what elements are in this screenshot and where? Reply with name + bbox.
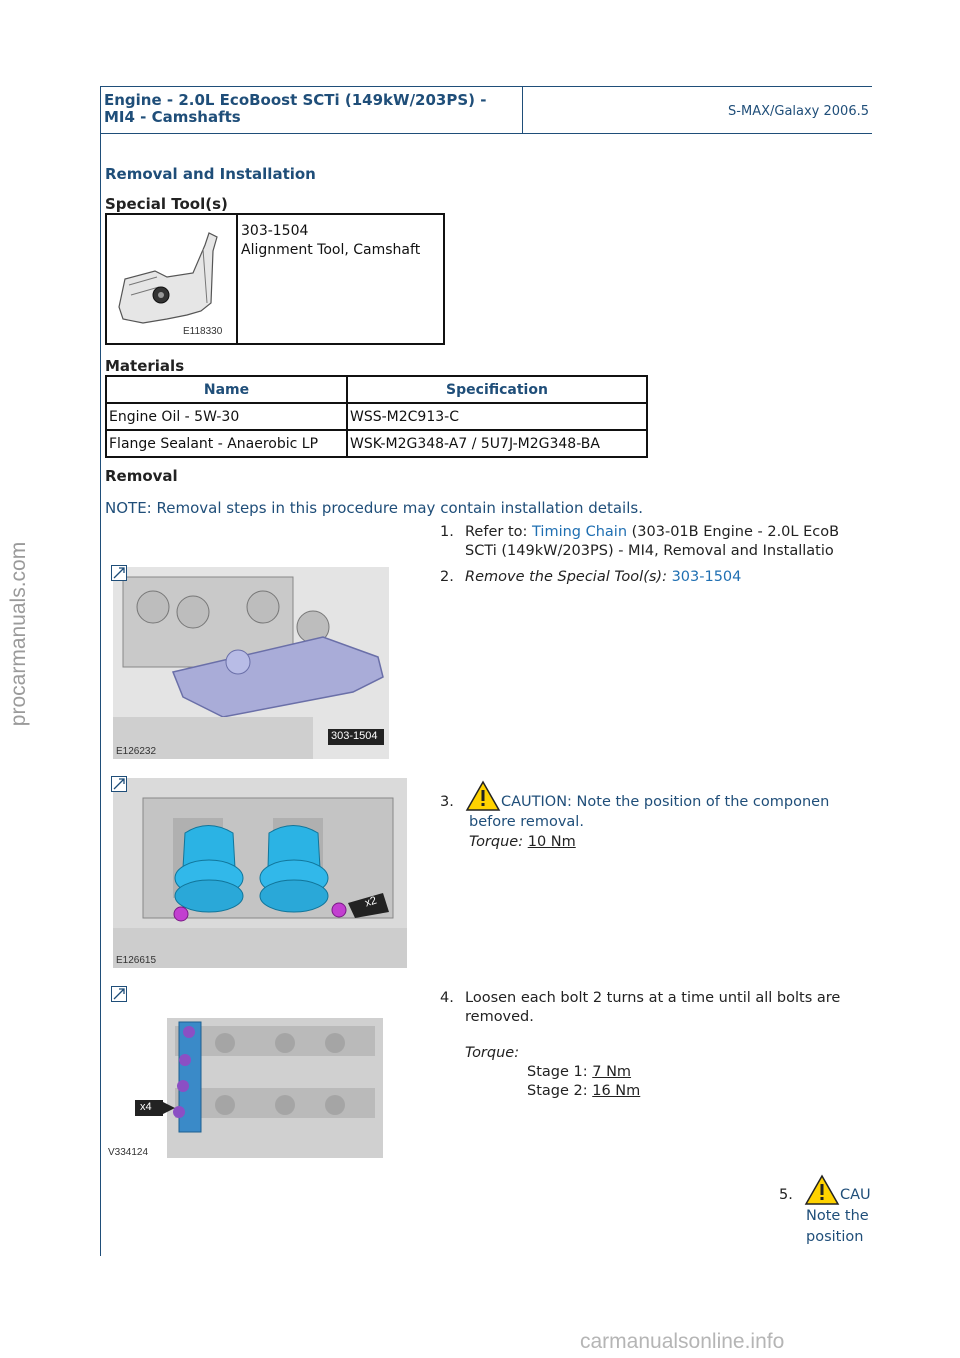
materials-heading: Materials (105, 357, 185, 375)
material-spec: WSS-M2C913-C (347, 403, 647, 430)
step-2: 2. Remove the Special Tool(s): 303-1504 (440, 569, 742, 585)
header-title: Engine - 2.0L EcoBoost SCTi (149kW/203PS) - MI4 - Camshafts (100, 87, 523, 133)
component-illustration (113, 778, 407, 968)
tool-number: 303-1504 (241, 223, 309, 239)
material-name: Engine Oil - 5W-30 (106, 403, 347, 430)
figure-label: E126615 (116, 955, 157, 966)
column-header-name: Name (106, 376, 347, 403)
table-row (106, 403, 647, 430)
torque-stage-1: 7 Nm (592, 1064, 632, 1080)
step-4: 4. Loosen each bolt 2 turns at a time until all bolts are removed. Torque: Stage 1: 7 Nm Stage 2: 16 Nm (440, 990, 841, 1099)
step-2-figure (113, 567, 389, 759)
header-model: S-MAX/Galaxy 2006.5 (728, 104, 869, 119)
timing-chain-link[interactable]: Timing Chain (532, 524, 628, 540)
callout-label: x2 (363, 894, 379, 910)
zoom-icon[interactable] (111, 986, 127, 1002)
figure-label: V334124 (108, 1147, 149, 1158)
material-name: Flange Sealant - Anaerobic LP (106, 430, 347, 457)
removal-note: NOTE: Removal steps in this procedure may contain installation details. (105, 499, 643, 517)
removal-heading: Removal (105, 467, 178, 485)
special-tools-heading: Special Tool(s) (105, 195, 228, 213)
special-tools-table (105, 213, 445, 345)
torque-stage-2: 16 Nm (592, 1083, 641, 1099)
figure-label: E126232 (116, 746, 157, 757)
zoom-icon[interactable] (111, 776, 127, 792)
callout-label: x4 (140, 1101, 152, 1113)
zoom-icon[interactable] (111, 565, 127, 581)
tool-image-label: E118330 (183, 326, 223, 337)
step-5: 5. CAU Note the position (779, 1174, 872, 1248)
tool-image (107, 215, 238, 343)
material-spec: WSK-M2G348-A7 / 5U7J-M2G348-BA (347, 430, 647, 457)
bottom-watermark: carmanualsonline.info (580, 1330, 785, 1353)
warning-icon (804, 1174, 840, 1206)
step-1: 1. Refer to: Timing Chain (303-01B Engine - 2.0L EcoB SCTi (149kW/203PS) - MI4, Removal and Installatio (440, 524, 840, 559)
alignment-tool-drawing (107, 215, 234, 343)
step-3: 3. CAUTION: Note the position of the componen before removal. Torque: 10 Nm (440, 780, 872, 852)
tool-303-1504-link[interactable]: 303-1504 (671, 569, 742, 585)
callout-label: 303-1504 (331, 730, 378, 742)
tool-name: Alignment Tool, Camshaft (241, 242, 421, 258)
step-3-figure (113, 778, 407, 968)
bolt-illustration (105, 988, 383, 1160)
step-4-figure (105, 988, 383, 1160)
table-row (106, 430, 647, 457)
page-header (100, 86, 872, 134)
column-header-specification: Specification (347, 376, 647, 403)
materials-table (105, 375, 648, 458)
tool-details (238, 215, 443, 343)
torque-value: 10 Nm (527, 834, 576, 850)
left-rule (100, 86, 101, 1256)
side-watermark: procarmanuals.com (7, 541, 30, 727)
table-header-row (106, 376, 647, 403)
warning-icon (465, 780, 501, 812)
section-title: Removal and Installation (105, 165, 316, 183)
caution-text: CAUTION: Note the position of the componen (501, 794, 830, 810)
